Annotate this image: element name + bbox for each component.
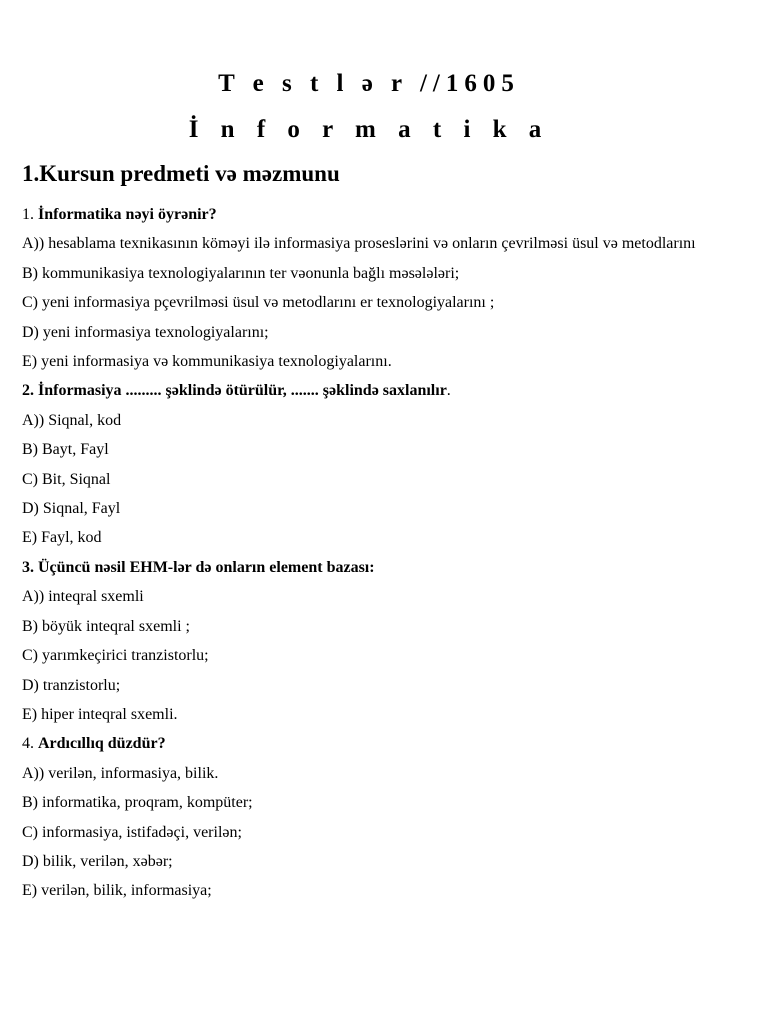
question-4 [22, 729, 722, 758]
question-tail: . [446, 382, 451, 400]
option-1e: E) yeni informasiya və kommunikasiya texnologiyalarını. [22, 353, 392, 371]
option-2b: B) Bayt, Fayl [22, 441, 109, 459]
option-1b: B) kommunikasiya texnologiyalarının ter vəonunla bağlı məsələləri; [22, 264, 460, 282]
option-2e: E) Fayl, kod [22, 529, 102, 547]
option-3a: A)) inteqral sxemli [22, 588, 144, 606]
option-3b: B) böyük inteqral sxemli ; [22, 617, 190, 635]
option-4b: B) informatika, proqram, kompüter; [22, 794, 253, 812]
option-2c: C) Bit, Siqnal [22, 470, 111, 488]
option-3e: E) hiper inteqral sxemli. [22, 705, 178, 723]
option-1c: C) yeni informasiya pçevrilməsi üsul və metodlarını er texnologiyalarını ; [22, 294, 495, 312]
document-subject: İ n f o r m a t i k a [188, 116, 550, 143]
question-text: Ardıcıllıq düzdür? [38, 735, 166, 753]
option-1d: D) yeni informasiya texnologiyalarını; [22, 323, 269, 341]
document-title: T e s t l ə r //1605 [218, 70, 520, 97]
option-4c: C) informasiya, istifadəçi, verilən; [22, 823, 242, 841]
option-4e: E) verilən, bilik, informasiya; [22, 882, 212, 900]
option-4d: D) bilik, verilən, xəbər; [22, 852, 173, 870]
question-list [22, 200, 722, 906]
question-text: İnformasiya ......... şəklində ötürülür, ....... şəklində saxlanılır [38, 382, 447, 400]
question-3 [22, 553, 722, 582]
option-2a: A)) Siqnal, kod [22, 411, 122, 429]
option-2d: D) Siqnal, Fayl [22, 500, 121, 518]
question-1 [22, 200, 722, 229]
option-3c: C) yarımkeçirici tranzistorlu; [22, 647, 209, 665]
question-2 [22, 376, 722, 405]
option-1a: A)) hesablama texnikasının köməyi ilə informasiya proseslərini və onların çevrilməsi üsul və metodlarını [22, 235, 696, 253]
option-3d: D) tranzistorlu; [22, 676, 121, 694]
question-number: 2. [22, 382, 34, 400]
question-number: 4. [22, 735, 34, 753]
section-heading: 1.Kursun predmeti və məzmunu [22, 161, 340, 186]
question-text: İnformatika nəyi öyrənir? [38, 206, 217, 223]
question-number: 3. [22, 558, 34, 576]
option-4a: A)) verilən, informasiya, bilik. [22, 764, 219, 782]
question-number: 1. [22, 206, 34, 223]
question-text: Üçüncü nəsil EHM-lər də onların element bazası: [38, 558, 375, 576]
